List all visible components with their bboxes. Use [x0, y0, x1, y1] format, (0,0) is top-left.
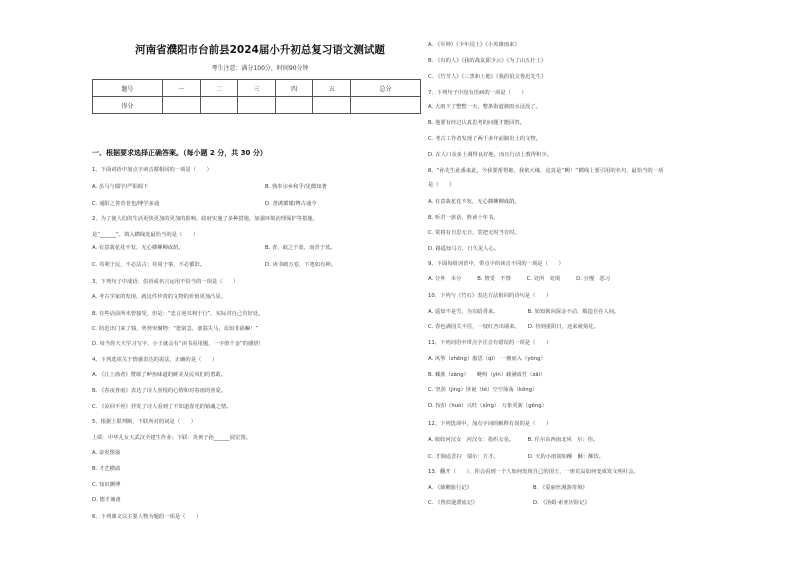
question-line: D. 每当你天天学习写字，小王就会有“读书看用题，一字值千金”的感悟！	[92, 341, 264, 347]
score-table-header-row	[93, 80, 421, 97]
question-line: A. 大雨下了整整一天，整条街道被雨水浸没了。	[428, 104, 541, 110]
question-line: 12、下列选项中，加点字词的解释有误的是（ ）	[428, 421, 552, 427]
question-line: D. 按扣（huò）兴旺（xīng） 万象更新（gēng）	[428, 403, 547, 409]
score-table	[92, 79, 421, 114]
question-line: 8、“孙先生此番来此，今我要帮帮她，我依大缘，这真是‘‘啊！’’横线上要引用的名句，最恰当的一项	[428, 168, 664, 174]
score-cell[interactable]	[275, 97, 313, 114]
score-table-header: 四	[275, 80, 313, 97]
question-line: C. 苟利于民，不必法古；苟周于事，不必循旧。	[92, 262, 206, 268]
question-line: B. 听君一席话，胜读十年书。	[428, 215, 499, 221]
score-table-header: 一	[162, 80, 200, 97]
question-line: A. 皎皎河汉女 河汉女：指织女星。 B. 任尔东西南北风 尔：你。	[428, 437, 599, 443]
question-line: 3、下列句子中成语、俗语或名言运用不恰当的一项是（ ）	[92, 279, 239, 285]
question-line: A. 奋发图强	[92, 450, 121, 456]
question-line: A. 遥知不是雪，为有暗香来。 B. 始知锁向深金不动，煅造自在人间。	[428, 309, 620, 315]
question-line: C. 常将有日思无日，莫把无时当有时。	[428, 230, 520, 236]
score-row-label: 得分	[93, 97, 163, 114]
question-line: 上联：中华儿女大武汉全建生作业；下联：炎黄子孙______展宏图。	[92, 435, 251, 441]
question-line: A. 虽马与偶学/严阳阁下	[92, 184, 149, 190]
score-table-header: 二	[200, 80, 238, 97]
question-line: B. 才艺横溢	[92, 466, 121, 472]
question-line: 11、下列词语中带点字注音有错误的一项是（ ）	[428, 340, 552, 346]
score-table-score-row	[93, 97, 421, 114]
section-heading: 一、根据要求选择正确答案。（每小题 2 分，共 30 分）	[92, 149, 267, 157]
question-line: C. 通阳之善奇者也/博学多通	[92, 201, 160, 207]
option-line: D. 善诱循循/博古通今	[265, 201, 317, 207]
question-line: 2、为了使人们的生活更快更加的更加的影响，政府实施了多种措施，加强环境治理保护等措施，	[92, 216, 318, 222]
score-cell[interactable]	[162, 97, 200, 114]
question-line: 5、根据上联判断，下联所对的词是（ ）	[92, 419, 197, 425]
score-table-header: 三	[238, 80, 276, 97]
question-line: 7、下列句子中没有语病的一项是（ ）	[428, 90, 527, 96]
question-line: C. 考古工作者发现了两千多年前制出土的文物。	[428, 136, 542, 142]
question-line: C. 《鲁滨逊漂流记》 D. 《汤姆·索亚历险记》	[428, 500, 590, 506]
question-line: A. 分外 本分 B. 禁受 不禁 C. 处所 处境 D. 且慢 恶习	[428, 276, 611, 282]
question-line: D. 在人口众多上调得良好地，而且行动上教得积少。	[428, 152, 552, 158]
page-title: 河南省濮阳市台前县2024届小升初总复习语文测试题	[135, 44, 385, 56]
question-line: B. 有些话前所未曾接受，但是：“忠言逆耳利于行”，实际对自己有好处。	[92, 311, 264, 317]
question-line: C. 《竹节人》《三黑和土地》《我的伯父鲁迅先生》	[428, 74, 547, 80]
question-line: D. 路遥知马力，日久见人心。	[428, 246, 500, 252]
question-line: C. 坚劲（jìng）匪诞（tè）空空荡荡（kōng）	[428, 387, 538, 393]
question-line: B. 《有的人》《我的战友邱少云》《为了山五壮士》	[428, 58, 547, 64]
question-line: A. 《江上渔者》赞颂了鲈鱼味道的鲜美及民风们的勇敢。	[92, 372, 227, 378]
score-cell[interactable]	[313, 97, 351, 114]
question-line: C. 春色满园关不住，一枝红杏出墙来。 D. 待到重阳日，还来就菊花。	[428, 324, 599, 330]
question-line: C. 知识渊博	[92, 482, 121, 488]
question-line: B. 藏族（zàng） 鲢鲟（yīn）载满成竹（zāi）	[428, 372, 546, 378]
question-line: B. 他要有经过认真思考的问题才能回答。	[428, 120, 526, 126]
score-cell[interactable]	[238, 97, 276, 114]
question-line: B. 《春夜喜雨》表达了诗人喜悦的心情和对春雨的喜爱。	[92, 388, 227, 394]
score-table-header: 五	[313, 80, 351, 97]
question-line: 1、下面词语中加点字读音都相同的一项是（ ）	[92, 167, 212, 173]
exam-notice: 考生注意：满分100分，时间90分钟	[211, 65, 309, 72]
score-table-header: 题号	[93, 80, 163, 97]
question-line: 10、下列与《竹石》表达方法相同的诗句是（ ）	[428, 293, 552, 299]
score-table-header: 总分	[351, 80, 421, 97]
question-line: A. 风筝（zhēng）脂思（qī） 一拥而入（yōng）	[428, 356, 546, 362]
score-cell[interactable]	[351, 97, 421, 114]
score-cell[interactable]	[200, 97, 238, 114]
question-line: A. 《军神》《少年闰土》《小英雄雨来》	[428, 42, 520, 48]
question-line: 是（ ）	[428, 182, 455, 188]
question-line: A. 有意栽花花不发，无心插柳柳成荫。	[428, 199, 520, 205]
question-line: 4、下列选项关于情感表达的说法，正确的是（ ）	[92, 357, 218, 363]
question-line: 6、下列课文以主要人物为题的一项是（ ）	[92, 514, 202, 520]
question-line: C. 才饷适晋扫 瑞尔：方才。 D. 天的小雨润如酥 酥：酥饮。	[428, 454, 605, 460]
question-line: C. 《凉回不停》抒发了诗人看到了不知道春光的销魂之情。	[92, 404, 232, 410]
question-line: A. 《骑鹅旅行记》 B. 《爱丽丝漫游奇境》	[428, 485, 588, 491]
option-line: D. 读书破万卷，下笔如有神。	[265, 262, 337, 268]
question-line: C. 防范出门来了钱，势势突聚物：“您别急，塞翁失马，焉知非福嘛！”	[92, 326, 259, 332]
question-line: 13、翻开（ ），你会看到一个人如何发现自己的国王，一座荒岛如何变成发文明社会。	[428, 469, 639, 475]
question-line: 是“______”。填入横线处最恰当的是（ ）	[92, 232, 199, 238]
option-line: B. 青，取之于蓝，而青于蓝。	[265, 245, 336, 251]
option-line: B. 熟奉尔乡和乎/见微知著	[265, 184, 327, 190]
question-line: 9、下面每组词语中，带点字的读音不同的一项是（ ）	[428, 261, 564, 267]
question-line: A. 有意栽花花不发，无心插柳柳成荫。	[92, 245, 184, 251]
question-line: D. 德才兼备	[92, 497, 121, 503]
question-line: A. 考古学家的发现，就这件珍贵的文物的价值更加凸显。	[92, 294, 227, 300]
